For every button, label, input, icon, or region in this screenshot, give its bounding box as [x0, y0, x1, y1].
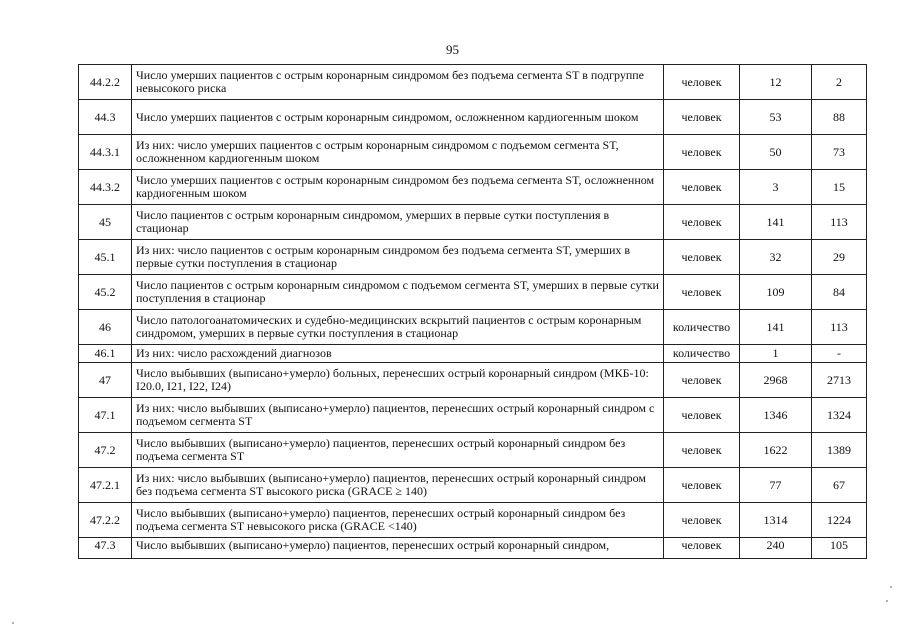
row-unit: человек: [664, 100, 740, 135]
row-number: 45.2: [79, 275, 132, 310]
row-value-1: 12: [740, 65, 812, 100]
row-value-2: 15: [812, 170, 867, 205]
row-value-2: 29: [812, 240, 867, 275]
table-row: [79, 205, 867, 240]
row-value-2: 67: [812, 468, 867, 503]
row-value-1: 1346: [740, 398, 812, 433]
row-value-1: 1622: [740, 433, 812, 468]
table-row: [79, 398, 867, 433]
row-unit: человек: [664, 135, 740, 170]
row-description: Число патологоанатомических и судебно-медицинских вскрытий пациентов с острым коронарным синдромом, умерших в первые сутки поступления в стационар: [132, 310, 664, 345]
row-number: 45: [79, 205, 132, 240]
row-unit: человек: [664, 363, 740, 398]
row-value-2: 2: [812, 65, 867, 100]
row-description: Число умерших пациентов с острым коронарным синдромом, осложненном кардиогенным шоком: [132, 100, 664, 135]
report-table: [78, 64, 867, 559]
row-value-1: 50: [740, 135, 812, 170]
row-description: Из них: число пациентов с острым коронарным синдромом без подъема сегмента ST, умерших в первые сутки поступления в стационар: [132, 240, 664, 275]
row-value-1: 240: [740, 538, 812, 559]
row-value-1: 32: [740, 240, 812, 275]
row-value-2: 2713: [812, 363, 867, 398]
row-description: Из них: число расхождений диагнозов: [132, 345, 664, 363]
table-row: [79, 100, 867, 135]
row-value-2: 105: [812, 538, 867, 559]
table-row: [79, 65, 867, 100]
row-number: 46.1: [79, 345, 132, 363]
page-number: 95: [446, 42, 459, 57]
table-row: [79, 240, 867, 275]
row-number: 47.1: [79, 398, 132, 433]
table-row: [79, 363, 867, 398]
row-number: 47.3: [79, 538, 132, 559]
row-unit: человек: [664, 275, 740, 310]
row-number: 47.2: [79, 433, 132, 468]
row-description: Число выбывших (выписано+умерло) пациентов, перенесших острый коронарный синдром без подъема сегмента ST: [132, 433, 664, 468]
row-description: Число умерших пациентов с острым коронарным синдромом без подъема сегмента ST в подгруппе невысокого риска: [132, 65, 664, 100]
row-description: Из них: число умерших пациентов с острым коронарным синдромом с подъемом сегмента ST, осложненном кардиогенным шоком: [132, 135, 664, 170]
row-number: 46: [79, 310, 132, 345]
table-row: [79, 310, 867, 345]
row-value-1: 2968: [740, 363, 812, 398]
row-unit: человек: [664, 65, 740, 100]
row-value-2: 1324: [812, 398, 867, 433]
row-number: 47.2.1: [79, 468, 132, 503]
row-number: 47: [79, 363, 132, 398]
row-number: 44.3.1: [79, 135, 132, 170]
row-description: Число пациентов с острым коронарным синдромом с подъемом сегмента ST, умерших в первые сутки поступления в стационар: [132, 275, 664, 310]
row-value-2: 1389: [812, 433, 867, 468]
row-unit: количество: [664, 345, 740, 363]
table-row: [79, 135, 867, 170]
row-value-1: 3: [740, 170, 812, 205]
table-row: [79, 433, 867, 468]
row-value-1: 77: [740, 468, 812, 503]
row-description: Число выбывших (выписано+умерло) больных, перенесших острый коронарный синдром (МКБ-10: I20.0, I21, I22, I24): [132, 363, 664, 398]
scan-speck: [886, 600, 888, 602]
row-value-1: 109: [740, 275, 812, 310]
row-value-1: 141: [740, 205, 812, 240]
row-unit: человек: [664, 433, 740, 468]
row-description: Число умерших пациентов с острым коронарным синдромом без подъема сегмента ST, осложненном кардиогенным шоком: [132, 170, 664, 205]
row-value-2: 1224: [812, 503, 867, 538]
row-unit: количество: [664, 310, 740, 345]
row-number: 45.1: [79, 240, 132, 275]
table-row: [79, 275, 867, 310]
table-row: [79, 345, 867, 363]
row-unit: человек: [664, 205, 740, 240]
row-description: Число выбывших (выписано+умерло) пациентов, перенесших острый коронарный синдром,: [132, 538, 664, 559]
row-number: 44.3: [79, 100, 132, 135]
row-unit: человек: [664, 240, 740, 275]
row-value-2: 113: [812, 205, 867, 240]
row-description: Из них: число выбывших (выписано+умерло) пациентов, перенесших острый коронарный синдром без подъема сегмента ST высокого риска (GRACE ≥ 140): [132, 468, 664, 503]
row-value-2: -: [812, 345, 867, 363]
row-value-1: 53: [740, 100, 812, 135]
row-value-1: 1314: [740, 503, 812, 538]
row-description: Из них: число выбывших (выписано+умерло) пациентов, перенесших острый коронарный синдром с подъемом сегмента ST: [132, 398, 664, 433]
row-unit: человек: [664, 538, 740, 559]
row-value-2: 113: [812, 310, 867, 345]
row-value-2: 84: [812, 275, 867, 310]
table-row: [79, 503, 867, 538]
row-number: 44.3.2: [79, 170, 132, 205]
table-row: [79, 538, 867, 559]
row-number: 47.2.2: [79, 503, 132, 538]
row-unit: человек: [664, 503, 740, 538]
row-unit: человек: [664, 398, 740, 433]
row-value-2: 73: [812, 135, 867, 170]
row-number: 44.2.2: [79, 65, 132, 100]
row-value-1: 141: [740, 310, 812, 345]
scan-speck: [12, 622, 14, 624]
row-unit: человек: [664, 468, 740, 503]
row-description: Число выбывших (выписано+умерло) пациентов, перенесших острый коронарный синдром без подъема сегмента ST невысокого риска (GRACE <140): [132, 503, 664, 538]
table-row: [79, 170, 867, 205]
scan-speck: [890, 586, 892, 588]
row-value-2: 88: [812, 100, 867, 135]
row-value-1: 1: [740, 345, 812, 363]
row-unit: человек: [664, 170, 740, 205]
row-description: Число пациентов с острым коронарным синдромом, умерших в первые сутки поступления в стационар: [132, 205, 664, 240]
table-row: [79, 468, 867, 503]
